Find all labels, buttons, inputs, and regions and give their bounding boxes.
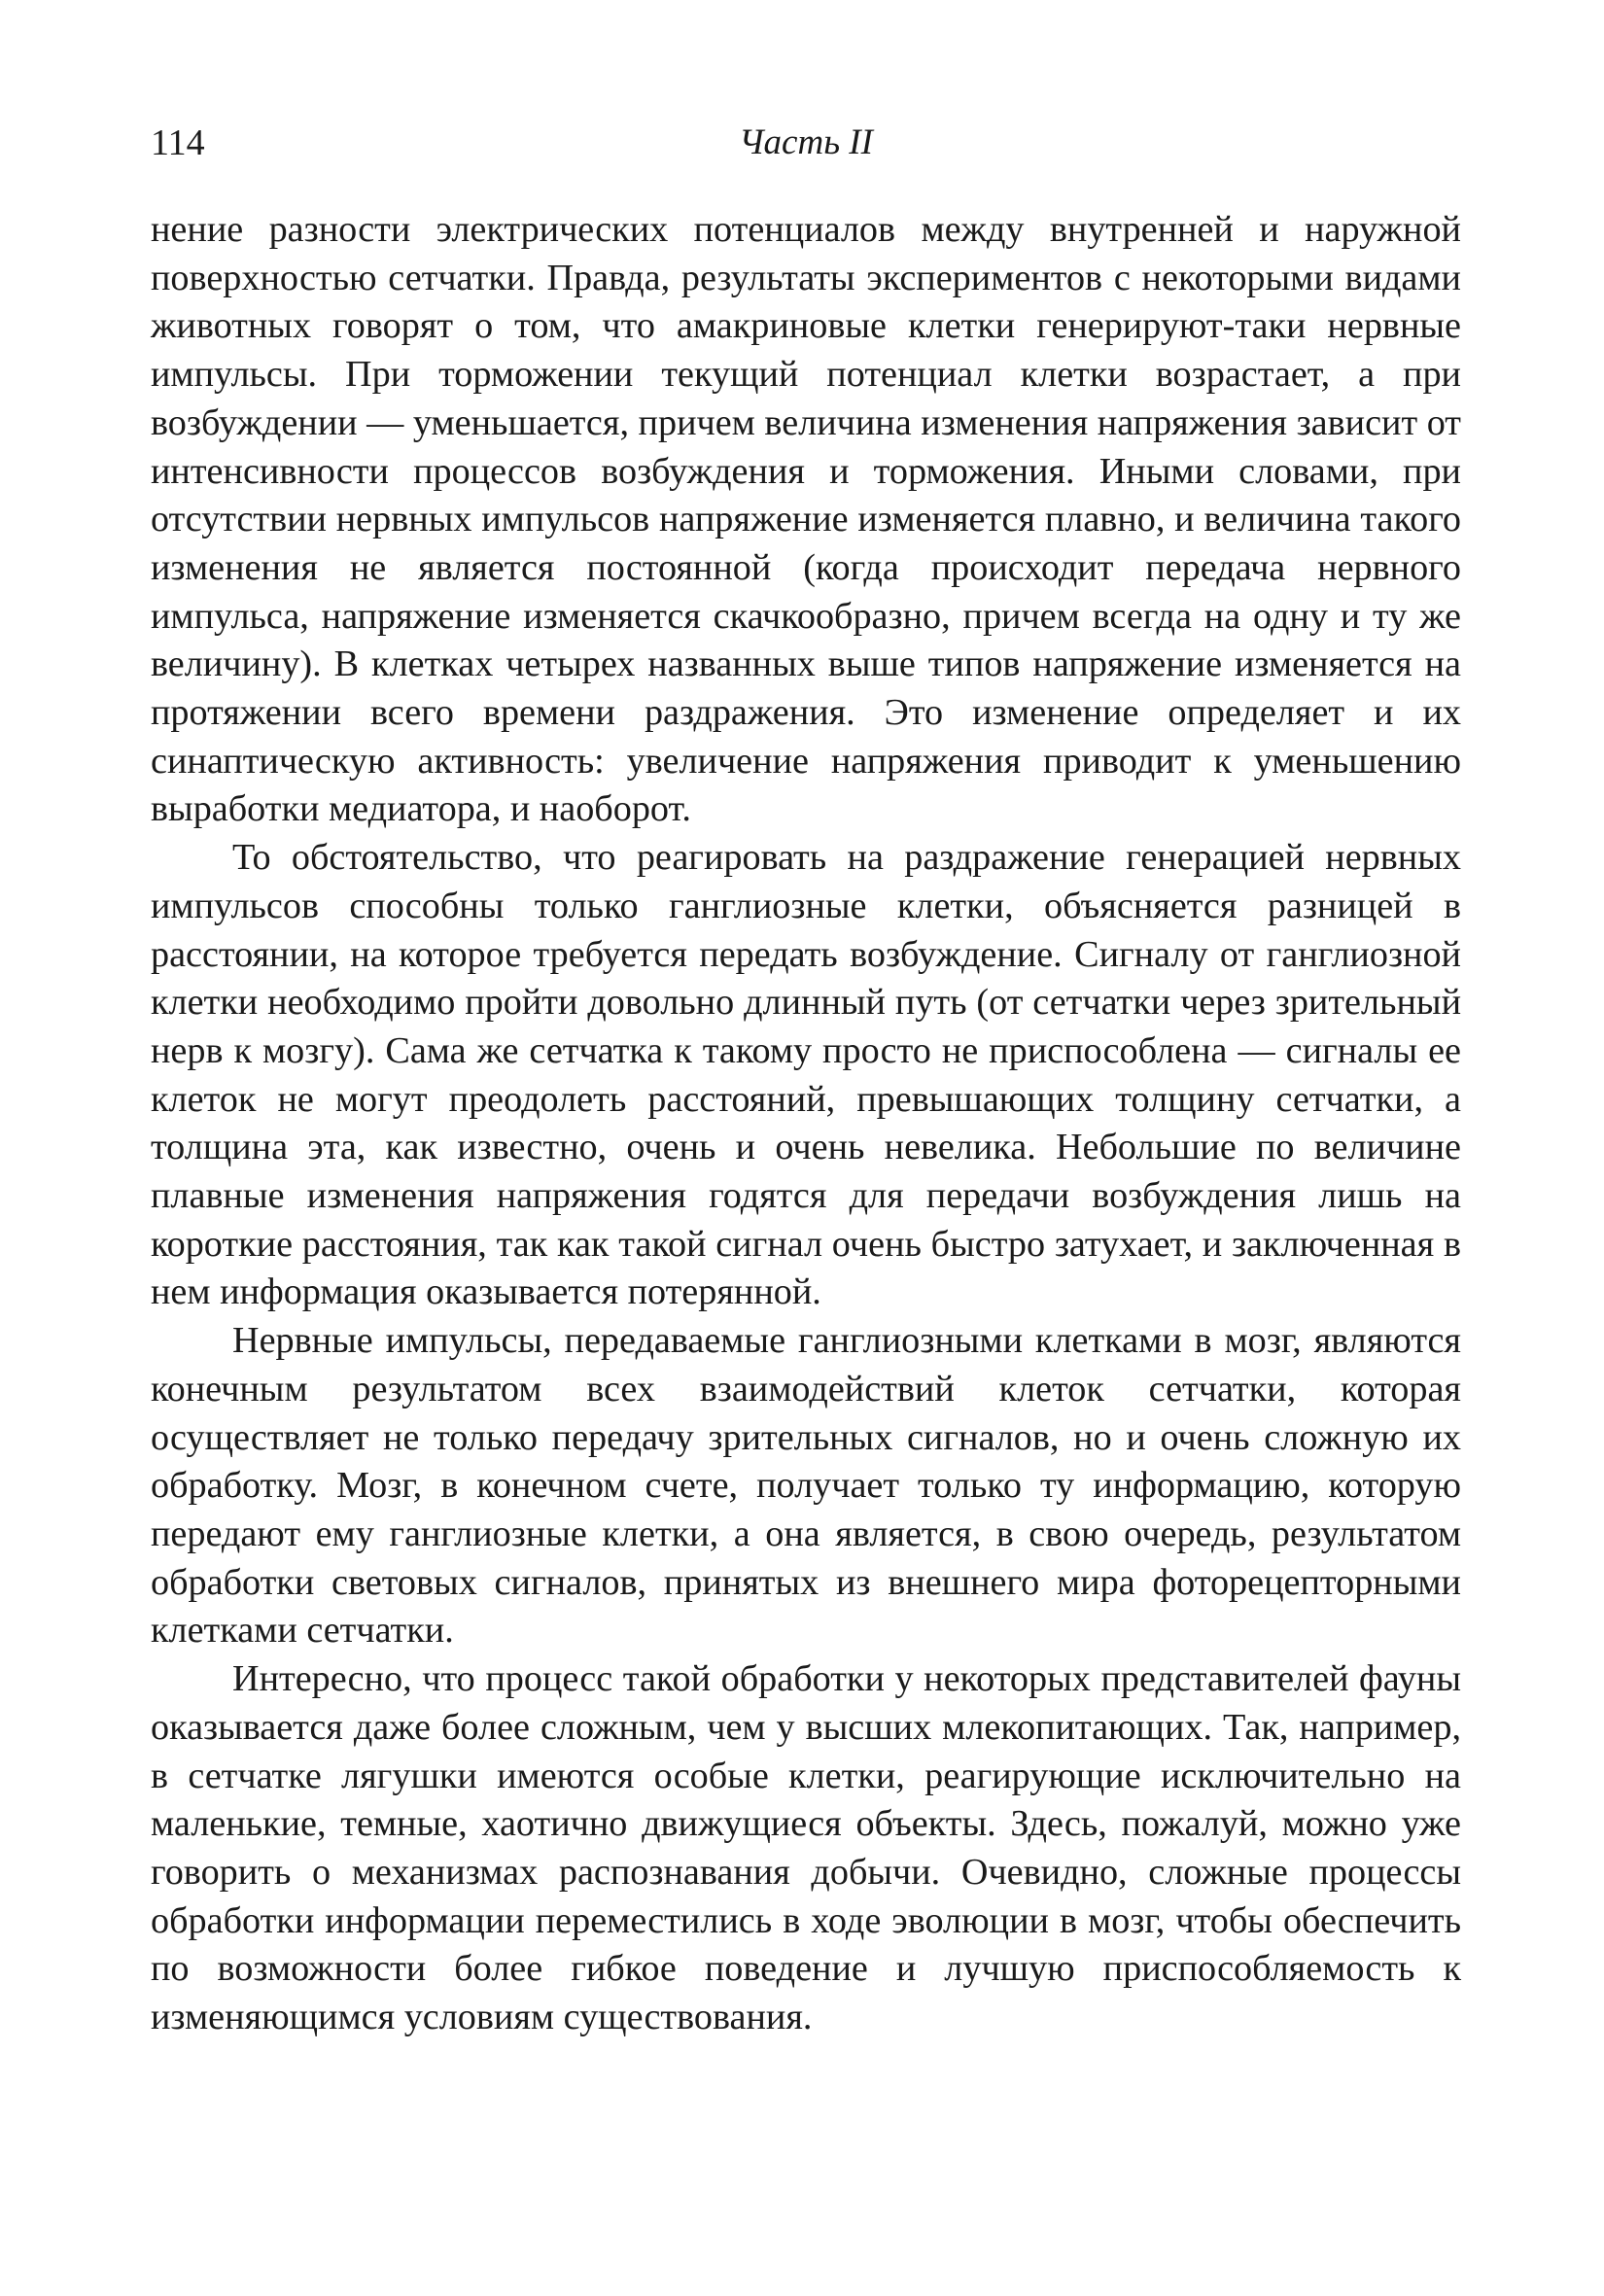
running-title: Часть II	[739, 122, 873, 162]
paragraph: Интересно, что процесс такой обработки у некоторых представителей фауны оказывается даже более сложным, чем у высших млекопитающих. Так, например, в сетчатке лягушки имеются особые клетки, реагирующие исключительно на маленькие, темные, хаотично движущиеся объекты. Здесь, пожалуй, можно уже говорить о механизмах распознавания добычи. Очевидно, сложные процессы обработки информации переместились в ходе эволюции в мозг, чтобы обеспечить по возможности более гибкое поведение и лучшую приспособляемость к изменяющимся условиям существования.	[151, 1658, 1461, 2038]
page-header	[151, 119, 1461, 167]
paragraph: То обстоятельство, что реагировать на раздражение генерацией нервных импульсов способны только ганглиозные клетки, объясняется разницей в расстоянии, на которое требуется передать возбуждение. Сигналу от ганглиозной клетки необходимо пройти довольно длинный путь (от сетчатки через зрительный нерв к мозгу). Сама же сетчатка к такому просто не приспособлена — сигналы ее клеток не могут преодолеть расстояний, превышающих толщину сетчатки, а толщина эта, как известно, очень и очень невелика. Небольшие по величине плавные изменения напряжения годятся для передачи возбуждения лишь на короткие расстояния, так как такой сигнал очень быстро затухает, и заключенная в нем информация оказывается потерянной.	[151, 837, 1461, 1313]
body-text	[151, 206, 1461, 2042]
paragraph-continued: нение разности электрических потенциалов между внутренней и наружной поверхностью сетчатки. Правда, результаты экспериментов с некоторыми видами животных говорят о том, что амакриновые клетки генерируют-таки нервные импульсы. При торможении текущий потенциал клетки возрастает, а при возбуждении — уменьшается, причем величина изменения напряжения зависит от интенсивности процессов возбуждения и торможения. Иными словами, при отсутствии нервных импульсов напряжение изменяется плавно, и величина такого изменения не является постоянной (когда происходит передача нервного импульса, напряжение изменяется скачкообразно, причем всегда на одну и ту же величину). В клетках четырех названных выше типов напряжение изменяется на протяжении всего времени раздражения. Это изменение определяет и их синаптическую активность: увеличение напряжения приводит к уменьшению выработки медиатора, и наоборот.	[151, 209, 1461, 830]
page-number: 114	[151, 122, 205, 163]
paragraph: Нервные импульсы, передаваемые ганглиозными клетками в мозг, являются конечным результатом всех взаимодействий клеток сетчатки, которая осуществляет не только передачу зрительных сигналов, но и очень сложную их обработку. Мозг, в конечном счете, получает только ту информацию, которую передают ему ганглиозные клетки, а она является, в свою очередь, результатом обработки световых сигналов, принятых из внешнего мира фоторецепторными клетками сетчатки.	[151, 1320, 1461, 1652]
